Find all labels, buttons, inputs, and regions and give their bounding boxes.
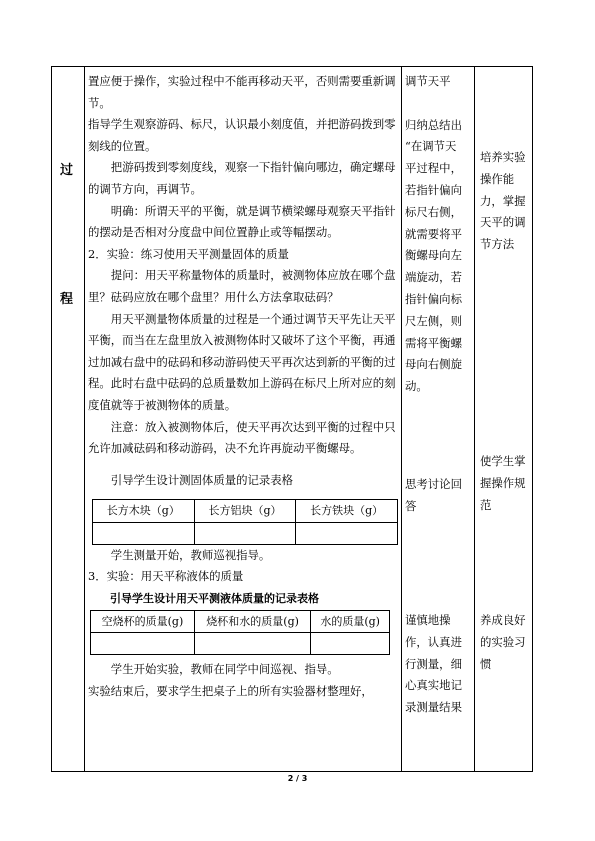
design-intent-line: 惯 [480, 656, 492, 671]
student-activity-line: “在调节天 [405, 139, 457, 154]
paragraph: 实验结束后，要求学生把桌子上的所有实验器材整理好， [88, 683, 373, 698]
design-intent-line: 握操作规 [480, 475, 526, 490]
student-activity-line: 作，认真进 [405, 634, 462, 649]
paragraph: 引导学生设计测固体质量的记录表格 [110, 472, 294, 487]
student-activity-block-1 [405, 71, 473, 398]
liquid-mass-record-table [90, 610, 390, 656]
design-intent-block-2 [480, 451, 532, 516]
design-intent-line: 的实验习 [480, 634, 526, 649]
design-intent-line: 范 [480, 497, 492, 512]
paragraph: 指导学生观察游码、标尺，认识最小刻度值，并把游码拨到零刻线的位置。 [88, 117, 396, 153]
student-activity-line: 指针偏向标 [405, 291, 462, 306]
paragraph: 学生开始实验，教师在同学中间巡视、指导。 [110, 662, 339, 677]
table-header-cell: 烧杯和水的质量(g) [194, 610, 310, 633]
table-row [91, 633, 390, 655]
design-intent-line: 养成良好 [480, 613, 526, 627]
student-activity-line: 若指针偏向 [405, 182, 462, 197]
table-row [91, 610, 390, 633]
student-activity-line: 答 [405, 498, 417, 513]
student-activity-line: 标尺右侧， [405, 204, 462, 219]
table-cell [194, 522, 296, 544]
design-intent-block-1 [480, 147, 532, 256]
student-activity-line: 平过程中， [405, 161, 462, 176]
student-activity-line: 衡螺母向左 [405, 248, 462, 263]
design-intent-block-3 [480, 610, 532, 675]
table-cell [93, 522, 195, 544]
student-activity-line: 心真实地记 [405, 678, 462, 693]
table-row [93, 500, 398, 523]
student-activity-block-2 [405, 474, 473, 518]
student-activity-line: 行测量，细 [405, 656, 462, 671]
stage-label-cheng: 程 [60, 292, 74, 307]
page-number: 2 / 3 [287, 774, 308, 783]
student-activity-line: 需将平衡螺 [405, 335, 462, 350]
table-header-cell: 长方铁块（g） [296, 500, 398, 523]
column-divider-3 [474, 66, 475, 771]
design-intent-line: 使学生掌 [480, 454, 526, 468]
bold-instruction: 引导学生设计用天平测液体质量的记录表格 [110, 592, 319, 606]
design-intent-line: 节方法 [480, 237, 515, 252]
table-cell [311, 633, 390, 655]
table-cell [194, 633, 310, 655]
paragraph: 置应便于操作，实验过程中不能再移动天平，否则需要重新调节。 [88, 74, 396, 110]
student-activity-line [405, 93, 473, 115]
section-heading: 3．实验：用天平称液体的质量 [88, 569, 244, 584]
design-intent-line: 操作能 [480, 171, 515, 186]
table-cell [91, 633, 195, 655]
paragraph: 注意：放入被测物体后，使天平再次达到平衡的过程中只允许加减砝码和移动游码，决不允许再旋动平衡螺母。 [88, 419, 396, 456]
design-intent-line: 天平的调 [480, 215, 526, 230]
column-divider-2 [401, 66, 402, 771]
solid-mass-record-table [92, 499, 398, 545]
student-activity-line: 动。 [405, 379, 428, 394]
design-intent-line: 培养实验 [480, 150, 526, 164]
paragraph: 用天平测量物体质量的过程是一个通过调节天平先让天平平衡，而当在左盘里放入被测物体时又破坏了这个平衡，再通过加减右盘中的砝码和移动游码使天平再次达到新的平衡的过程。此时右盘中砝码的总质量数加上游码在标尺上所对应的刻度值就等于被测物体的质量。 [88, 311, 396, 412]
teaching-process-content [88, 71, 398, 702]
student-activity-line: 归纳总结出 [405, 117, 462, 132]
student-activity-line: 思考讨论回 [405, 477, 462, 491]
paragraph: 学生测量开始，教师巡视指导。 [110, 547, 271, 562]
table-row [93, 522, 398, 544]
table-header-cell: 水的质量(g) [311, 610, 390, 633]
student-activity-line: 尺左侧，则 [405, 313, 462, 328]
student-activity-line: 端旋动，若 [405, 270, 462, 285]
table-header-cell: 空烧杯的质量(g) [91, 610, 195, 633]
table-cell [296, 522, 398, 544]
student-activity-line: 就需要将平 [405, 226, 462, 241]
section-heading: 2．实验：练习使用天平测量固体的质量 [88, 246, 289, 261]
table-header-cell: 长方铝块（g） [194, 500, 296, 523]
student-activity-line: 谨慎地操 [405, 613, 451, 627]
table-header-cell: 长方木块（g） [93, 500, 195, 523]
paragraph: 提问：用天平称量物体的质量时，被测物体应放在哪个盘里？砝码应放在哪个盘里？用什么方法拿取砝码？ [88, 268, 396, 304]
student-activity-line: 录测量结果 [405, 700, 462, 715]
student-activity-line: 调节天平 [405, 74, 451, 88]
paragraph: 把游码拨到零刻度线，观察一下指针偏向哪边，确定螺母的调节方向，再调节。 [88, 160, 396, 196]
design-intent-line: 力，掌握 [480, 193, 526, 208]
student-activity-block-3 [405, 610, 473, 719]
student-activity-line: 母向右侧旋 [405, 357, 462, 372]
column-divider-1 [84, 66, 85, 771]
paragraph: 明确：所谓天平的平衡，就是调节横梁螺母观察天平指针的摆动是否相对分度盘中间位置静止或等幅摆动。 [88, 203, 396, 240]
stage-label-guo: 过 [60, 163, 74, 178]
